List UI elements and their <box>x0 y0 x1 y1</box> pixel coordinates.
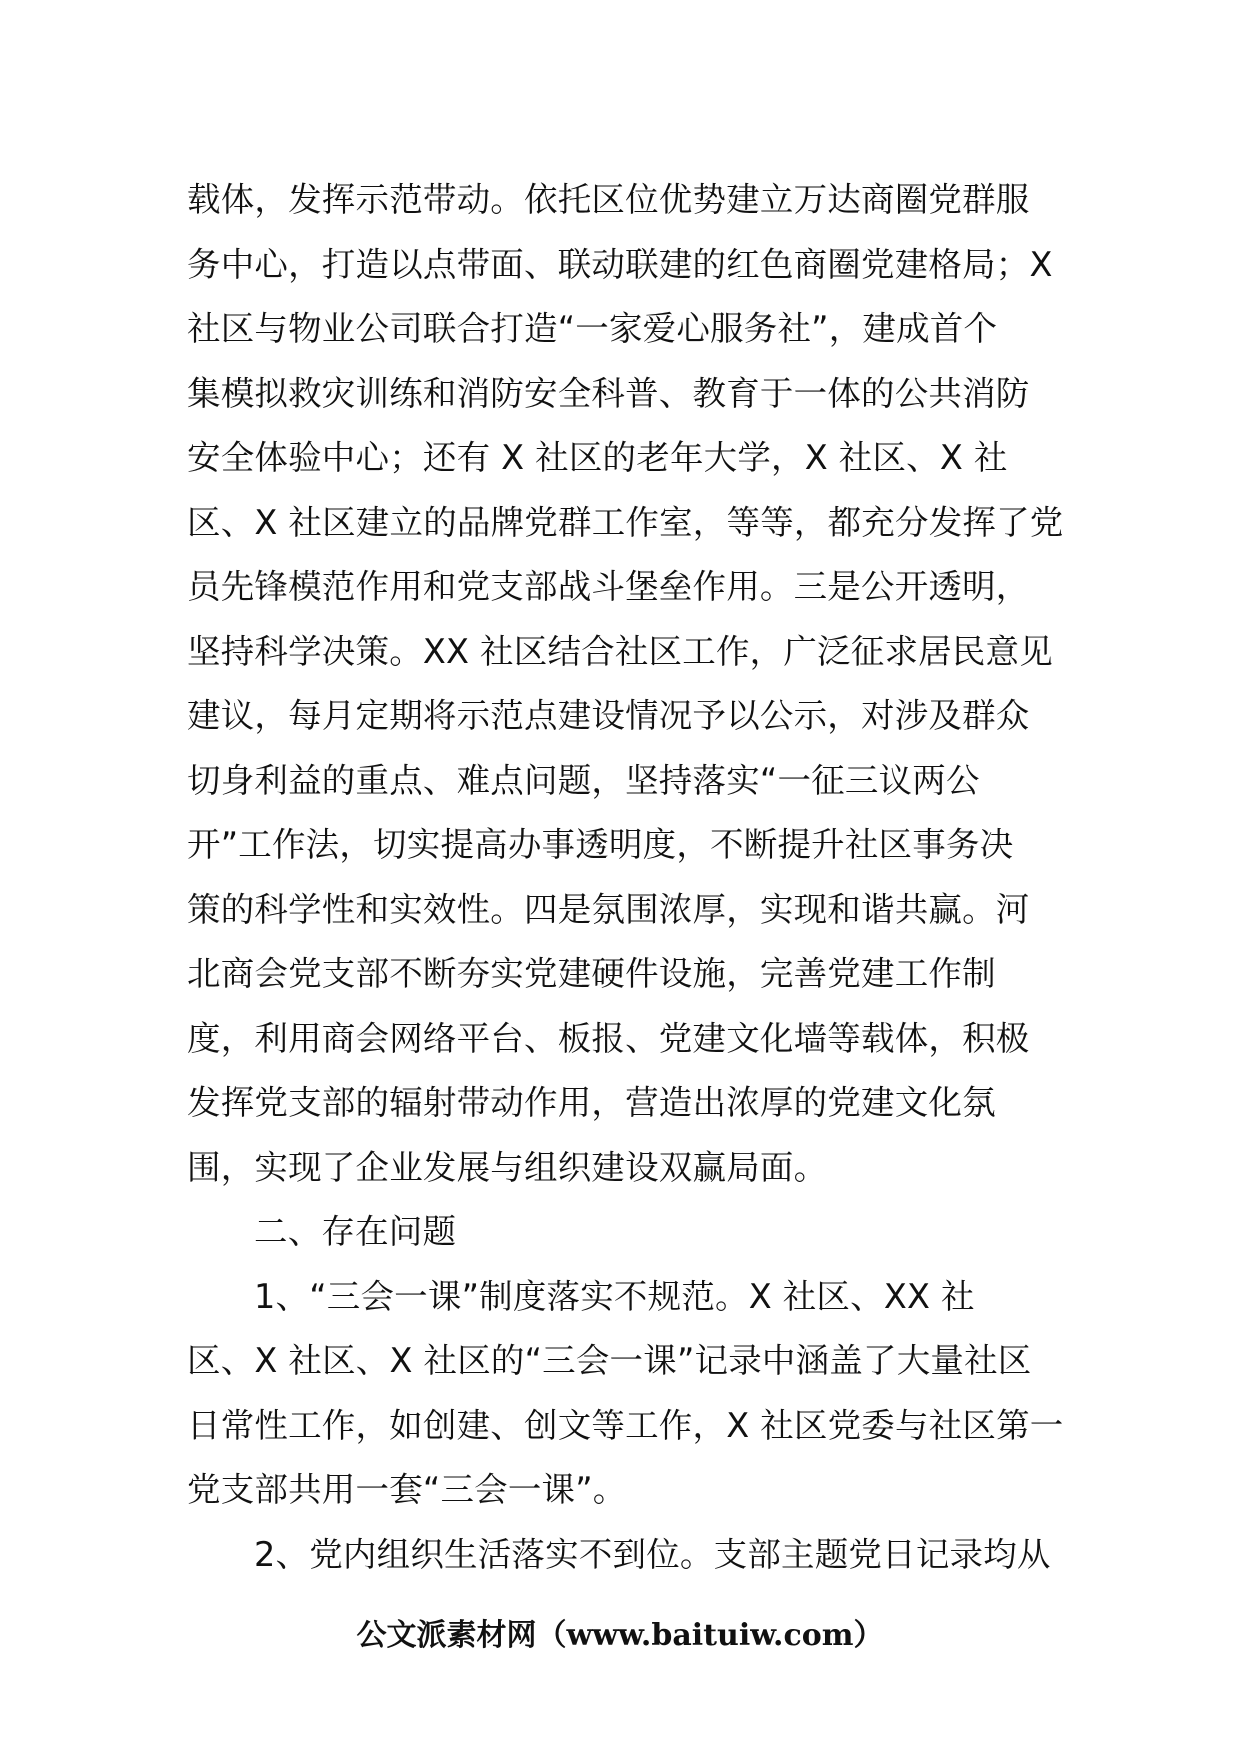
text-line: 坚持科学决策。XX 社区结合社区工作，广泛征求居民意见 <box>187 631 1053 671</box>
text-line: 社区与物业公司联合打造“一家爱心服务社”，建成首个 <box>187 309 998 348</box>
text-line: 建议，每月定期将示范点建设情况予以公示，对涉及群众 <box>187 696 1030 735</box>
text-line: 开”工作法，切实提高办事透明度，不断提升社区事务决 <box>187 825 1014 864</box>
text-line: 务中心，打造以点带面、联动联建的红色商圈党建格局；X <box>187 244 1053 284</box>
text-line: 载体，发挥示范带动。依托区位优势建立万达商圈党群服 <box>187 180 1030 219</box>
text-line: 北商会党支部不断夯实党建硬件设施，完善党建工作制 <box>187 954 996 993</box>
text-line: 2、党内组织生活落实不到位。支部主题党日记录均从 <box>254 1534 1051 1574</box>
watermark-footer: 公文派素材网（www.baituiw.com） <box>356 1618 884 1653</box>
text-line: 1、“三会一课”制度落实不规范。X 社区、XX 社 <box>254 1276 975 1316</box>
text-line: 区、X 社区、X 社区的“三会一课”记录中涵盖了大量社区 <box>187 1341 1032 1380</box>
text-line: 度，利用商会网络平台、板报、党建文化墙等载体，积极 <box>187 1018 1030 1058</box>
text-line: 切身利益的重点、难点问题，坚持落实“一征三议两公 <box>187 760 980 800</box>
text-line: 区、X 社区建立的品牌党群工作室，等等，都充分发挥了党 <box>187 502 1064 542</box>
text-line: 安全体验中心；还有 X 社区的老年大学，X 社区、X 社 <box>187 438 1008 477</box>
text-line: 党支部共用一套“三会一课”。 <box>187 1470 627 1509</box>
text-line: 策的科学性和实效性。四是氛围浓厚，实现和谐共赢。河 <box>187 889 1030 929</box>
text-line: 员先锋模范作用和党支部战斗堡垒作用。三是公开透明， <box>187 567 1030 606</box>
text-line: 发挥党支部的辐射带动作用，营造出浓厚的党建文化氛 <box>187 1083 996 1122</box>
text-line: 集模拟救灾训练和消防安全科普、教育于一体的公共消防 <box>187 373 1030 413</box>
section-heading: 二、存在问题 <box>254 1212 457 1251</box>
text-line: 日常性工作，如创建、创文等工作，X 社区党委与社区第一 <box>187 1405 1064 1445</box>
text-line: 围，实现了企业发展与组织建设双赢局面。 <box>187 1147 828 1187</box>
document-body <box>187 168 1064 1587</box>
